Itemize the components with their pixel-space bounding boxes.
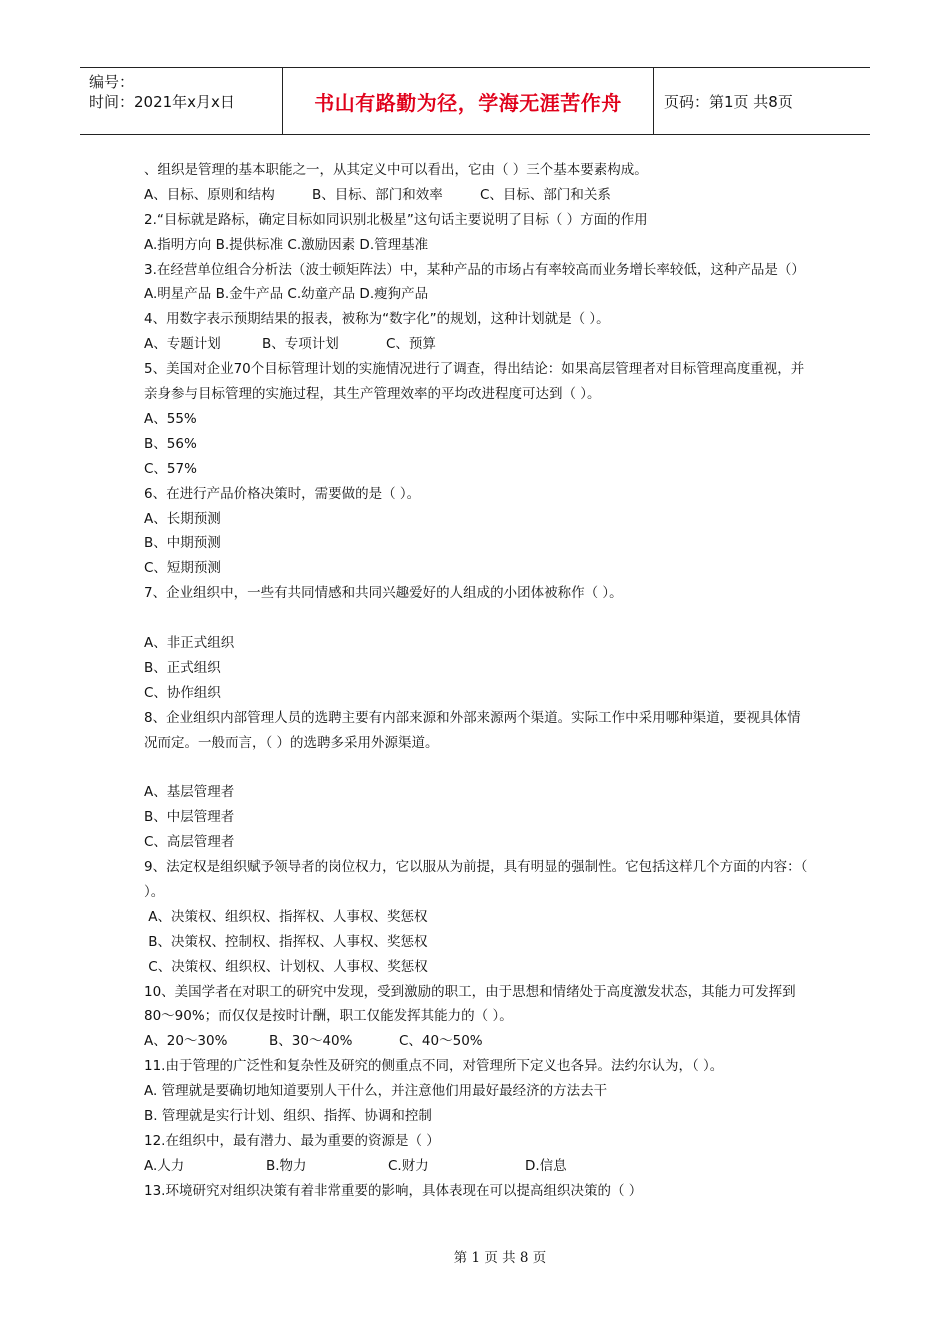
option: C、协作组织 bbox=[144, 684, 221, 701]
question-text: 13.环境研究对组织决策有着非常重要的影响，具体表现在可以提高组织决策的（ ） bbox=[144, 1182, 643, 1199]
question-text: 11.由于管理的广泛性和复杂性及研究的侧重点不同，对管理所下定义也各异。法约尔认为，（ ）。 bbox=[144, 1058, 724, 1075]
option: B. 管理就是实行计划、组织、指挥、协调和控制 bbox=[144, 1107, 432, 1124]
option: C、57% bbox=[144, 460, 197, 477]
option: A、55% bbox=[144, 410, 197, 427]
question-text: 、组织是管理的基本职能之一，从其定义中可以看出，它由（ ）三个基本要素构成。 bbox=[144, 162, 648, 178]
option: B、专项计划 bbox=[262, 336, 339, 353]
header-motto-cell bbox=[282, 68, 654, 134]
option: B、30～40% bbox=[269, 1033, 353, 1050]
question-text: 9、法定权是组织赋予领导者的岗位权力，它以服从为前提，具有明显的强制性。它包括这样几个方面的内容：（ ）。 bbox=[144, 859, 808, 900]
question-text: 5、美国对企业70个目标管理计划的实施情况进行了调查，得出结论：如果高层管理者对目标管理高度重视，并亲身参与目标管理的实施过程，其生产管理效率的平均改进程度可达到（ ）。 bbox=[144, 361, 805, 403]
option: A、非正式组织 bbox=[144, 634, 235, 651]
footer-page-number: 第 1 页 共 8 页 bbox=[453, 1250, 547, 1266]
option: A.人力 bbox=[144, 1157, 185, 1174]
options-row bbox=[144, 1154, 809, 1179]
header-meta bbox=[80, 68, 282, 134]
option: A、长期预测 bbox=[144, 510, 221, 527]
question-text: 10、美国学者在对职工的研究中发现，受到激励的职工，由于思想和情绪处于高度激发状态，其能力可发挥到80～90%；而仅仅是按时计酬，职工仅能发挥其能力的（ ）。 bbox=[144, 983, 796, 1025]
options-row bbox=[144, 1029, 809, 1054]
option: B、决策权、控制权、指挥权、人事权、奖惩权 bbox=[144, 933, 428, 950]
option: C、短期预测 bbox=[144, 560, 221, 577]
option: B、中层管理者 bbox=[144, 809, 235, 826]
option: C、决策权、组织权、计划权、人事权、奖惩权 bbox=[144, 958, 428, 975]
option: B、正式组织 bbox=[144, 659, 221, 676]
option: D.信息 bbox=[525, 1157, 567, 1174]
option: B.物力 bbox=[266, 1157, 307, 1174]
question-text: 6、在进行产品价格决策时，需要做的是（ ）。 bbox=[144, 485, 421, 502]
option: A、目标、原则和结构 bbox=[144, 186, 275, 203]
page-footer bbox=[0, 1246, 950, 1266]
blank-line bbox=[144, 755, 809, 780]
option: A.明星产品 B.金牛产品 C.幼童产品 D.瘦狗产品 bbox=[144, 286, 429, 303]
option: A.指明方向 B.提供标准 C.激励因素 D.管理基准 bbox=[144, 236, 429, 253]
question-text: 7、企业组织中，一些有共同情感和共同兴趣爱好的人组成的小团体被称作（ ）。 bbox=[144, 585, 623, 602]
option: A. 管理就是要确切地知道要别人干什么，并注意他们用最好最经济的方法去干 bbox=[144, 1083, 608, 1100]
option: B、目标、部门和效率 bbox=[312, 186, 443, 203]
question-text: 12.在组织中，最有潜力、最为重要的资源是（ ） bbox=[144, 1132, 440, 1149]
option: A、专题计划 bbox=[144, 336, 221, 353]
option: B、56% bbox=[144, 435, 197, 452]
option: A、20～30% bbox=[144, 1033, 228, 1050]
header-motto: 书山有路勤为径，学海无涯苦作舟 bbox=[314, 90, 622, 115]
question-list bbox=[144, 158, 809, 1204]
header-page-info-cell bbox=[654, 68, 870, 134]
question-text: 3.在经营单位组合分析法（波士顿矩阵法）中，某种产品的市场占有率较高而业务增长率较低，这种产品是（） bbox=[144, 261, 805, 278]
option: C、40～50% bbox=[399, 1033, 483, 1050]
question-text: 4、用数字表示预期结果的报表，被称为“数字化”的规划，这种计划就是（ ）。 bbox=[144, 311, 610, 328]
option: C、预算 bbox=[386, 336, 436, 353]
code-label: 编号： bbox=[89, 73, 135, 91]
option: C、高层管理者 bbox=[144, 834, 235, 851]
question-text: 8、企业组织内部管理人员的选聘主要有内部来源和外部来源两个渠道。实际工作中采用哪种渠道，要视具体情况而定。一般而言，（ ）的选聘多采用外源渠道。 bbox=[144, 709, 801, 751]
option: C、目标、部门和关系 bbox=[480, 186, 611, 203]
blank-line bbox=[144, 606, 809, 631]
page-header bbox=[80, 67, 870, 135]
time-label: 时间：2021年x月x日 bbox=[89, 93, 235, 111]
header-page-info: 页码：第1页 共8页 bbox=[664, 92, 793, 111]
options-row bbox=[144, 332, 809, 357]
option: C.财力 bbox=[388, 1157, 429, 1174]
option: B、中期预测 bbox=[144, 535, 221, 552]
option: A、基层管理者 bbox=[144, 784, 235, 801]
question-text: 2.“目标就是路标，确定目标如同识别北极星”这句话主要说明了目标（ ）方面的作用 bbox=[144, 211, 648, 228]
options-row bbox=[144, 183, 809, 208]
option: A、决策权、组织权、指挥权、人事权、奖惩权 bbox=[144, 908, 428, 925]
